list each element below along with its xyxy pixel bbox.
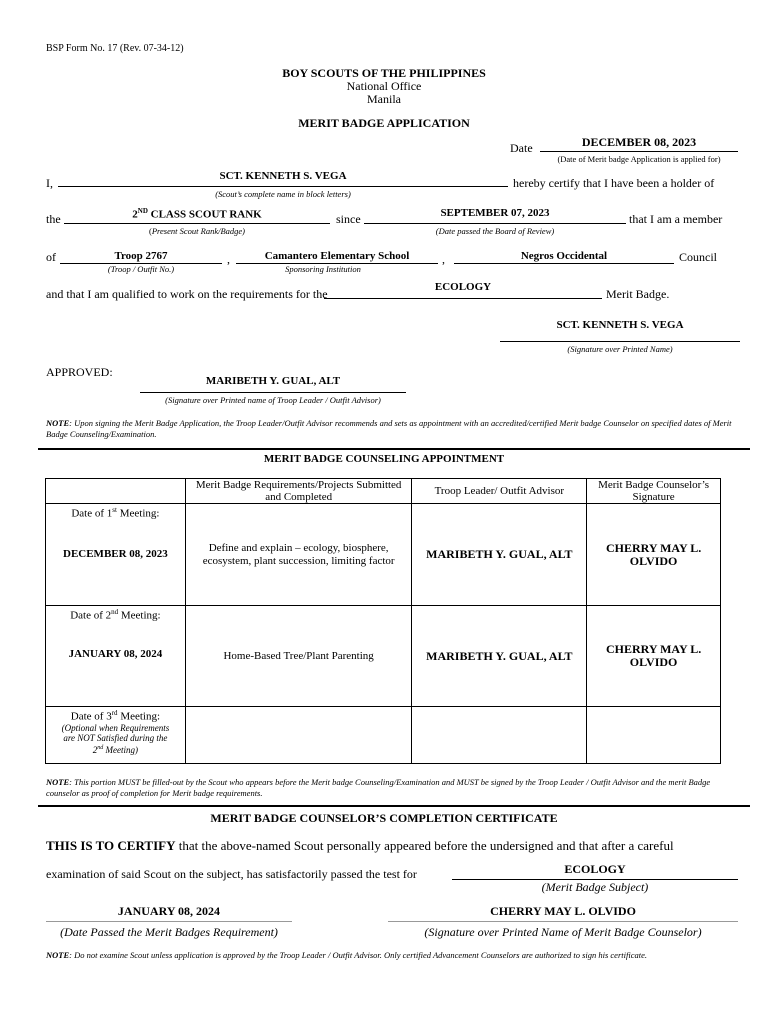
- application-date: DECEMBER 08, 2023: [581, 135, 697, 149]
- date-passed: JANUARY 08, 2024: [117, 904, 221, 918]
- requirements-cell: Home-Based Tree/Plant Parenting: [185, 606, 412, 707]
- requirements-cell: Define and explain – ecology, biosphere, ecosystem, plant succession, limiting factor: [185, 504, 412, 606]
- certify-line2: examination of said Scout on the subject, has satisfactorily passed the test for: [46, 867, 417, 881]
- since-caption: (Date passed the Board of Review): [435, 226, 555, 236]
- city: Manila: [367, 92, 401, 106]
- line1-suffix: hereby certify that I have been a holder of: [513, 176, 715, 190]
- since-label: since: [336, 212, 361, 226]
- badge-subject: ECOLOGY: [564, 862, 626, 876]
- table-row: [46, 707, 721, 764]
- note-application: NOTE: Upon signing the Merit Badge Application, the Troop Leader/Outfit Advisor recommends and sets as appointment with an accredited/certified Merit badge Counselor on specified dates of Merit Badge Counseling/Examination.: [46, 418, 732, 439]
- rank-caption: (Present Scout Rank/Badge): [149, 226, 245, 236]
- note-counseling: NOTE: This portion MUST be filled-out by the Scout who appears before the Merit badge Counseling/Examination and MUST be signed by the Troop Leader / Outfit Advisor and the merit Badge counselor as proof of completion for Merit badge requirements.: [46, 777, 711, 798]
- certificate-title: MERIT BADGE COUNSELOR’S COMPLETION CERTIFICATE: [210, 811, 558, 825]
- scout-name: SCT. KENNETH S. VEGA: [219, 170, 347, 182]
- leader-cell: [412, 707, 587, 764]
- line2-prefix: the: [46, 212, 61, 226]
- line1-prefix: I,: [46, 176, 53, 190]
- counselor-cell: [587, 707, 721, 764]
- counseling-title: MERIT BADGE COUNSELING APPOINTMENT: [263, 453, 505, 465]
- line3-prefix: of: [46, 250, 56, 264]
- meeting-label: Date of 3rd Meeting:: [70, 709, 161, 723]
- counselor-signature-caption: (Signature over Printed Name of Merit Badge Counselor): [424, 925, 702, 939]
- meeting-date: DECEMBER 08, 2023: [63, 547, 168, 560]
- counselor-cell: CHERRY MAY L. OLVIDO: [587, 606, 721, 707]
- table-row: [46, 606, 721, 707]
- date-caption: (Date of Merit badge Application is applied for): [557, 154, 721, 164]
- table-header-row: [46, 479, 721, 504]
- leader-cell: MARIBETH Y. GUAL, ALT: [412, 606, 587, 707]
- line4-suffix: Merit Badge.: [606, 287, 670, 301]
- approved-label: APPROVED:: [46, 365, 113, 379]
- meeting-label: Date of 2nd Meeting:: [70, 608, 161, 622]
- line4-prefix: and that I am qualified to work on the requirements for the: [46, 287, 328, 301]
- approver-name: MARIBETH Y. GUAL, ALT: [205, 375, 341, 387]
- approver-caption: (Signature over Printed name of Troop Leader / Outfit Advisor): [165, 395, 381, 405]
- leader-cell: MARIBETH Y. GUAL, ALT: [412, 504, 587, 606]
- badge-subject-caption: (Merit Badge Subject): [541, 880, 649, 894]
- note-certificate: NOTE: Do not examine Scout unless application is approved by the Troop Leader / Outfit Advisor. Only certified Advancement Counselors are authorized to sign his certificate.: [46, 950, 647, 960]
- counseling-table: [45, 478, 721, 764]
- merit-badge-name: ECOLOGY: [434, 281, 492, 293]
- meeting-date-cell: [46, 707, 186, 764]
- meeting-date: JANUARY 08, 2024: [68, 647, 163, 660]
- counselor-cell: CHERRY MAY L. OLVIDO: [587, 504, 721, 606]
- counselor-signature-name: CHERRY MAY L. OLVIDO: [490, 904, 636, 918]
- troop-number: Troop 2767: [114, 250, 168, 262]
- date-label: Date: [510, 141, 533, 155]
- applicant-signature-caption: (Signature over Printed Name): [567, 344, 673, 354]
- table-row: [46, 504, 721, 606]
- form-number: BSP Form No. 17 (Rev. 07-34-12): [46, 43, 184, 54]
- scout-name-caption: (Scout’s complete name in block letters): [215, 189, 351, 199]
- sponsoring-institution: Camantero Elementary School: [264, 250, 410, 262]
- table-header: Merit Badge Requirements/Projects Submitted and Completed: [185, 479, 412, 504]
- council-label: Council: [679, 250, 717, 264]
- council-name: Negros Occidental: [520, 250, 608, 262]
- troop-caption: (Troop / Outfit No.): [107, 264, 175, 274]
- table-header: Merit Badge Counselor’s Signature: [587, 479, 721, 504]
- line2-suffix: that I am a member: [629, 212, 723, 226]
- org-name: BOY SCOUTS OF THE PHILIPPINES: [282, 66, 486, 80]
- table-header: Troop Leader/ Outfit Advisor: [412, 479, 587, 504]
- meeting-date-cell: [46, 606, 186, 707]
- optional-note: (Optional when Requirements are NOT Satisfied during the 2nd Meeting): [61, 722, 170, 755]
- institution-caption: Sponsoring Institution: [285, 264, 361, 274]
- comma: ,: [442, 252, 445, 266]
- table-header: [46, 479, 186, 504]
- meeting-label: Date of 1st Meeting:: [71, 506, 160, 520]
- date-passed-caption: (Date Passed the Merit Badges Requirement): [60, 925, 278, 939]
- applicant-signature-name: SCT. KENNETH S. VEGA: [556, 319, 684, 331]
- scout-rank: 2ND CLASS SCOUT RANK: [132, 207, 262, 221]
- certify-line1: THIS IS TO CERTIFY that the above-named Scout personally appeared before the undersigned and that after a careful: [46, 838, 674, 853]
- meeting-date-cell: [46, 504, 186, 606]
- requirements-cell: [185, 707, 412, 764]
- comma: ,: [227, 252, 230, 266]
- since-date: SEPTEMBER 07, 2023: [440, 207, 550, 219]
- office: National Office: [346, 79, 422, 93]
- form-title: MERIT BADGE APPLICATION: [298, 116, 470, 130]
